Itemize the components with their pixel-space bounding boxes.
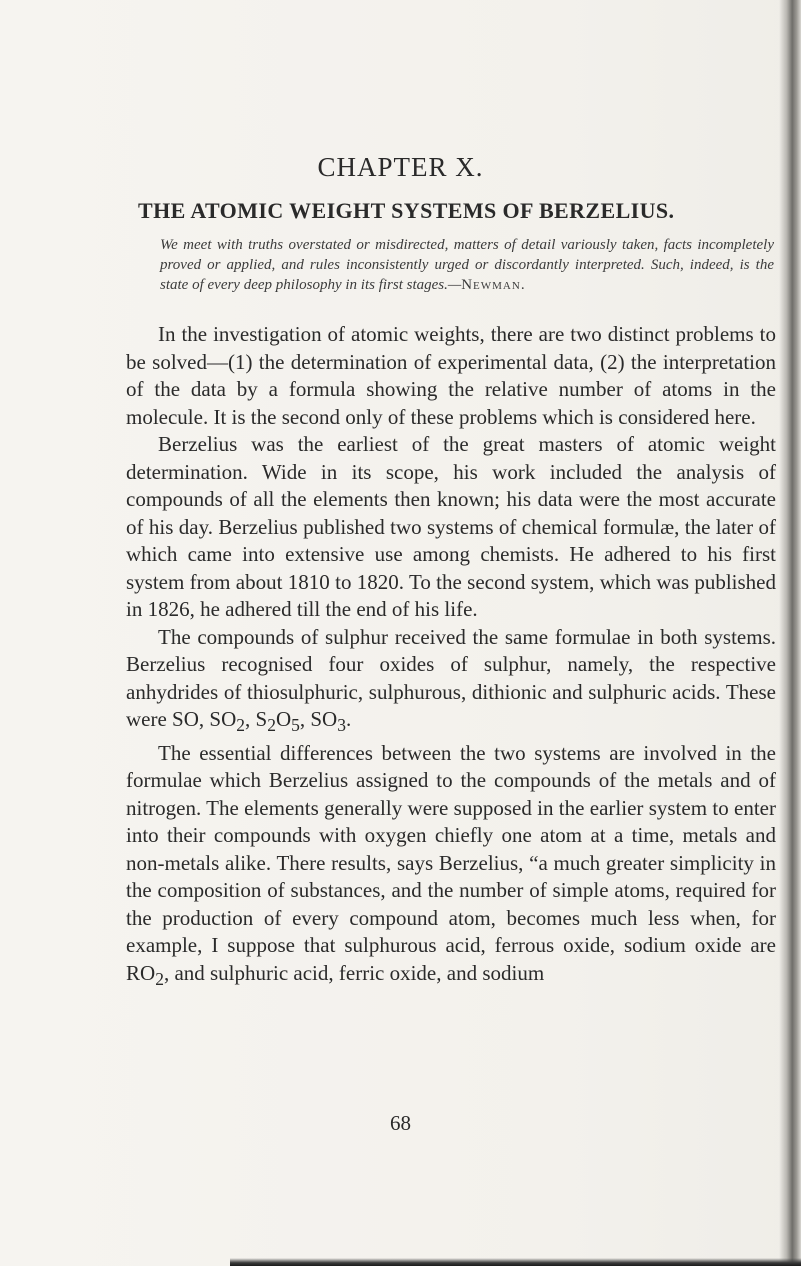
epigraph-author: Newman. bbox=[461, 277, 526, 293]
epigraph-text: We meet with truths overstated or misdirected, matters of detail variously taken, facts incompletely proved or applied, and rules inconsistently urged or discordantly interpreted. Such, indeed, is the state of every deep philosophy in its first stages.— bbox=[160, 237, 774, 293]
paragraph-3 bbox=[126, 624, 776, 740]
paragraph-3-text: , SO bbox=[299, 707, 338, 731]
subscript: 2 bbox=[236, 715, 245, 736]
paragraph-1-text: In the investigation of atomic weights, there are two distinct problems to be solved—(1) the determination of experimental data, (2) the interpretation of the data by a formula showing the relative number of atoms in the molecule. It is the second only of these problems which is considered here. bbox=[126, 322, 776, 429]
paragraph-2-text: Berzelius was the earliest of the great masters of atomic weight determination. Wide in its scope, his work included the analysis of compounds of all the elements then known; his data were the most accurate of his day. Berzelius published two systems of chemical formulæ, the later of which came into extensive use among chemists. He adhered to his first system from about 1810 to 1820. To the second system, which was published in 1826, he adhered till the end of his life. bbox=[126, 432, 776, 621]
paragraph-4 bbox=[126, 740, 776, 994]
subscript: 2 bbox=[155, 968, 164, 989]
page-edge-shadow bbox=[779, 0, 801, 1266]
page-bottom-edge bbox=[230, 1258, 801, 1266]
paragraph-4-text: , and sulphuric acid, ferric oxide, and sodium bbox=[163, 960, 545, 985]
page-number: 68 bbox=[390, 1111, 411, 1135]
paragraph-4-text: The essential differences between the two systems are involved in the formulae which Berzelius assigned to the compounds of the metals and of nitrogen. The elements generally were supposed in the earlier system to enter into their compounds with oxygen chiefly one atom at a time, metals and non-metals alike. There results, says Berzelius, “a much greater simplicity in the composition of substances, and the number of simple atoms, required for the production of every compound atom, becomes much less when, for example, I suppose that sulphurous acid, ferrous oxide, sodium oxide are RO bbox=[126, 740, 776, 985]
paragraph-3-text: O bbox=[275, 707, 292, 731]
paragraph-1 bbox=[126, 321, 776, 431]
paragraph-3-text: The compounds of sulphur received the same formulae in both systems. Berzelius recognised four oxides of sulphur, namely, the respective anhydrides of thiosulphuric, sulphurous, dithionic and sulphuric acids. These were SO, SO bbox=[126, 624, 776, 731]
paragraph-3-text: , S bbox=[245, 707, 268, 731]
paragraph-3-text: . bbox=[345, 707, 352, 731]
paragraph-2 bbox=[126, 431, 776, 624]
subscript: 5 bbox=[291, 715, 300, 736]
body-text bbox=[126, 321, 776, 993]
subscript: 2 bbox=[267, 715, 276, 736]
subscript: 3 bbox=[337, 715, 346, 736]
chapter-title: THE ATOMIC WEIGHT SYSTEMS OF BERZELIUS. bbox=[138, 198, 675, 223]
chapter-heading: CHAPTER X. bbox=[317, 152, 484, 182]
epigraph bbox=[160, 235, 774, 295]
